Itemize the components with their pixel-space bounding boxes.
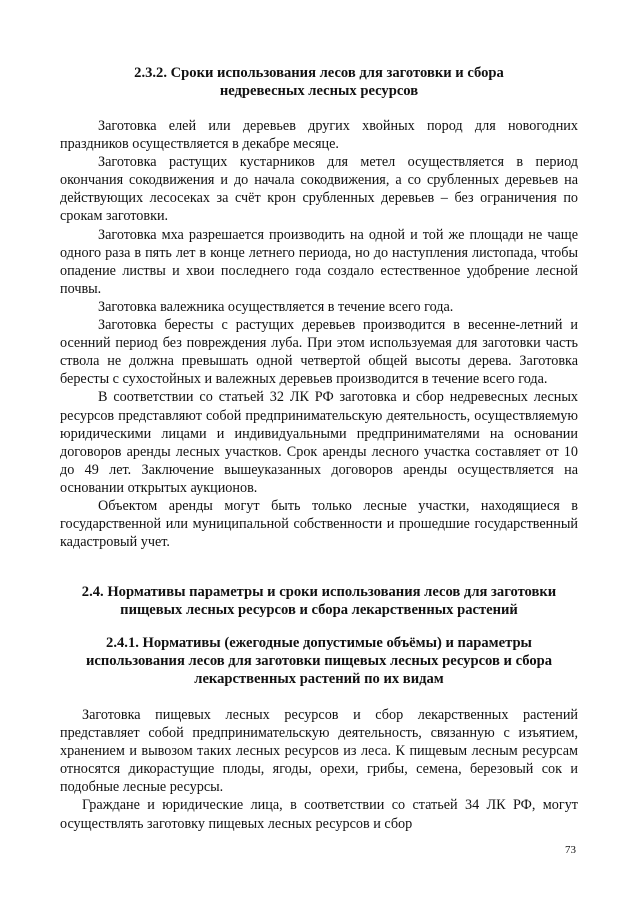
section-2-3-2-body [60, 117, 578, 551]
paragraph: Заготовка растущих кустарников для метел осуществляется в период окончания сокодвижения и до начала сокодвижения, а со срубленных деревьев на действующих лесосеках за счёт крон срубленных деревьев – без ограничения по срокам заготовки. [60, 154, 578, 225]
paragraph: Граждане и юридические лица, в соответствии со статьей 34 ЛК РФ, могут осуществлять заготовку пищевых лесных ресурсов и сбор [60, 797, 578, 832]
section-heading-2-4-1: 2.4.1. Нормативы (ежегодные допустимые объёмы) и параметры использования лесов для заготовки пищевых лесных ресурсов и сбора лекарственных растений по их видам [85, 635, 553, 687]
paragraph: Заготовка мха разрешается производить на одной и той же площади не чаще одного раза в пять лет в конце летнего периода, но до наступления листопада, чтобы опадение листвы и хвои последнего года создало естественное удобрение лесной почвы. [60, 226, 578, 297]
paragraph: Заготовка валежника осуществляется в течение всего года. [98, 298, 454, 315]
page-number: 73 [565, 844, 576, 856]
paragraph: Заготовка елей или деревьев других хвойных пород для новогодних праздников осуществляется в декабре месяце. [60, 118, 578, 153]
paragraph: Заготовка бересты с растущих деревьев производится в весенне-летний и осенний период без повреждения луба. При этом используемая для заготовки часть ствола не должна превышать одной четвертой общей высоты дерева. Заготовка бересты с сухостойных и валежных деревьев производится в течение всего года. [60, 317, 578, 388]
section-heading-2-3-2: 2.3.2. Сроки использования лесов для заготовки и сбора недревесных лесных ресурсов [134, 65, 504, 99]
paragraph: В соответствии со статьей 32 ЛК РФ заготовка и сбор недревесных лесных ресурсов представляют собой предпринимательскую деятельность, осуществляемую юридическими лицами и индивидуальными предпринимателями на основании договоров аренды лесных участков. Срок аренды лесного участка составляет от 10 до 49 лет. Заключение вышеуказанных договоров аренды осуществляется на основании открытых аукционов. [60, 389, 578, 496]
section-heading-2-4: 2.4. Нормативы параметры и сроки использования лесов для заготовки пищевых лесных ресурсов и сбора лекарственных растений [81, 584, 557, 618]
paragraph: Объектом аренды могут быть только лесные участки, находящиеся в государственной или муниципальной собственности и прошедшие государственный кадастровый учет. [60, 497, 578, 551]
section-2-4-1-body [60, 706, 578, 833]
paragraph: Заготовка пищевых лесных ресурсов и сбор лекарственных растений представляет собой предпринимательскую деятельность, связанную с изъятием, хранением и вывозом таких лесных ресурсов из леса. К пищевым лесным ресурсам относятся дикорастущие плоды, ягоды, орехи, грибы, семена, березовый сок и подобные лесные ресурсы. [60, 707, 578, 796]
